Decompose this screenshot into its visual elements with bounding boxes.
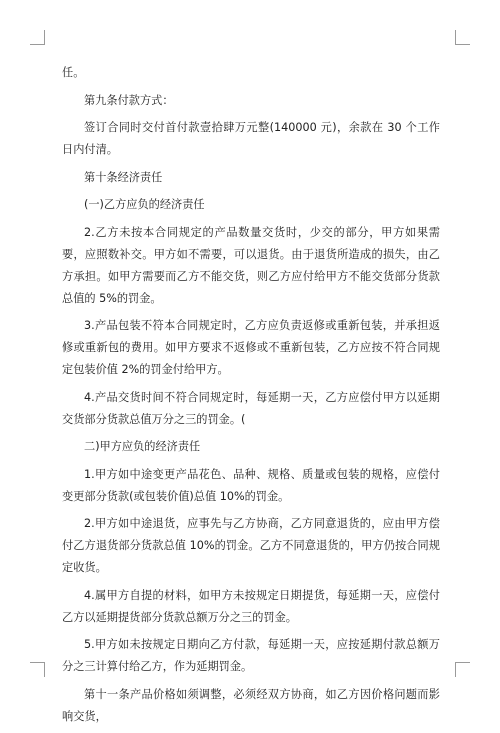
clause-a-1: 1.甲方如中途变更产品花色、品种、规格、质量或包装的规格，应偿付变更部分货款(或包装价值)总值 10%的罚金。 xyxy=(62,467,440,503)
heading-article-10-liability: 第十条经济责任 xyxy=(84,170,163,184)
heading-party-a-liability: 二)甲方应负的经济责任 xyxy=(84,440,201,453)
clause-b-3: 3.产品包装不符本合同规定时，乙方应负责返修或重新包装，并承担返修或重新包的费用。如甲方要求不返修或不重新包装，乙方应按不符合同规定包装价值 2%的罚金付给甲方。 xyxy=(62,319,440,376)
clause-b-2: 2.乙方未按本合同规定的产品数量交货时，少交的部分，甲方如果需要，应照数补交。甲方如不需要，可以退货。由于退货所造成的损失，由乙方承担。如甲方需要而乙方不能交货，则乙方应付给甲方不能交货部分货款总值的 5%的罚金。 xyxy=(62,225,440,305)
document-body xyxy=(62,62,440,733)
crop-mark-bottom-right xyxy=(455,662,470,677)
crop-mark-bottom-left xyxy=(30,662,45,677)
clause-a-5: 5.甲方如未按规定日期向乙方付款，每延期一天，应按延期付款总额万分之三计算付给乙方，作为延期罚金。 xyxy=(62,638,440,673)
clause-a-4: 4.属甲方自提的材料，如甲方未按规定日期提货，每延期一天，应偿付乙方以延期提货部分货款总额万分之三的罚金。 xyxy=(62,588,440,624)
crop-mark-top-right xyxy=(455,30,470,45)
paragraph-continuation: 任。 xyxy=(62,66,85,79)
clause-a-2: 2.甲方如中途退货，应事先与乙方协商，乙方同意退货的，应由甲方偿付乙方退货部分货款总值 10%的罚金。乙方不同意退货的，甲方仍按合同规定收货。 xyxy=(62,517,440,574)
heading-article-9-payment: 第九条付款方式： xyxy=(84,93,174,107)
paragraph-payment-terms: 签订合同时交付首付款壹拾肆万元整(140000 元)，余款在 30 个工作日内付清。 xyxy=(62,121,440,156)
heading-article-11-price: 第十一条产品价格如须调整，必须经双方协商，如乙方因价格问题而影响交货， xyxy=(62,687,440,723)
heading-party-b-liability: (一)乙方应负的经济责任 xyxy=(84,198,205,211)
clause-b-4: 4.产品交货时间不符合同规定时，每延期一天，乙方应偿付甲方以延期交货部分货款总值万分之三的罚金。( xyxy=(62,390,440,426)
crop-mark-top-left xyxy=(30,30,45,45)
